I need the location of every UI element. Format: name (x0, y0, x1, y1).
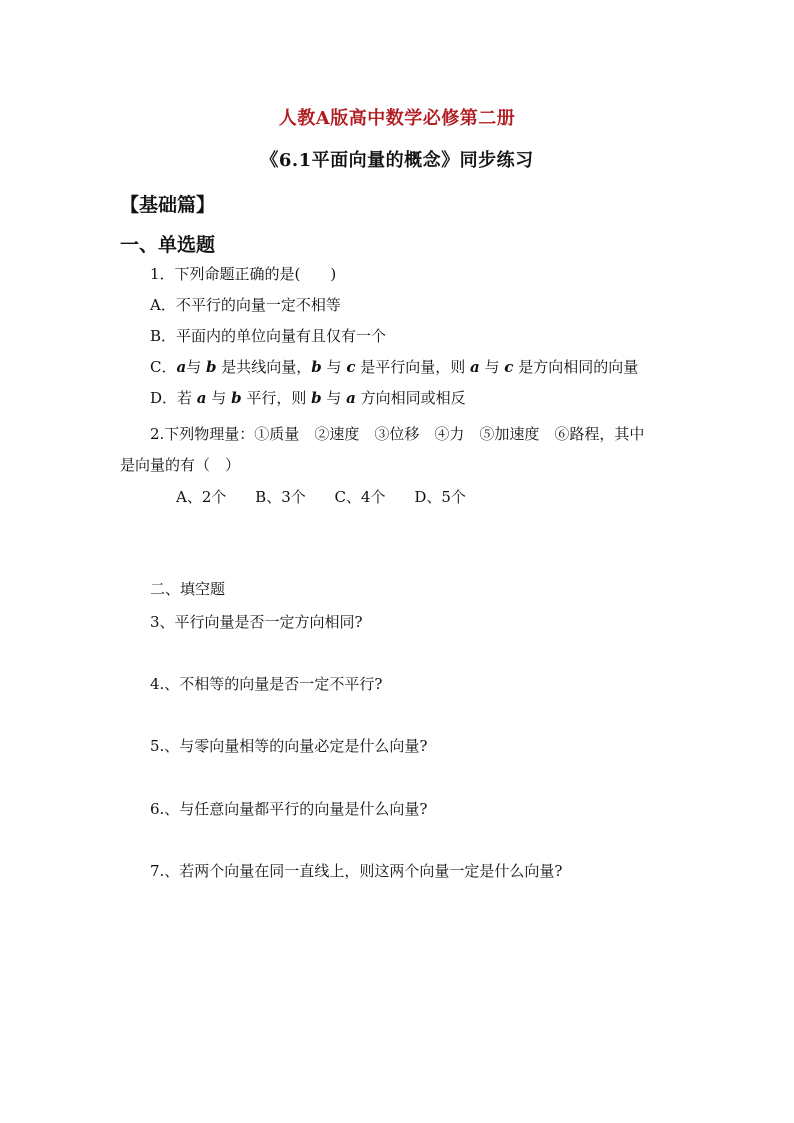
text-run: 平行，则 (241, 389, 312, 407)
vector-variable: b (311, 358, 322, 376)
vector-variable: b (311, 389, 322, 407)
question-1-option-b: B．平面内的单位向量有且仅有一个 (150, 327, 387, 345)
text-run: 是平行向量，则 (355, 358, 471, 376)
question-1-stem: 1．下列命题正确的是( ) (150, 265, 337, 283)
question-2-option-c: C、4个 (334, 488, 386, 506)
text-run: 方向相同或相反 (355, 389, 466, 407)
vector-variable: b (206, 358, 217, 376)
exercise-title: 《6.1平面向量的概念》同步练习 (260, 150, 534, 171)
text-run: 是方向相同的向量 (513, 358, 639, 376)
question-2-option-d: D、5个 (414, 488, 466, 506)
section-single-choice-heading: 一、单选题 (120, 234, 216, 256)
question-2-options (176, 486, 490, 507)
text-run: 与 (479, 358, 505, 376)
text-run: D．若 (150, 389, 197, 407)
text-run: 与 (321, 358, 347, 376)
text-run: 与 (186, 358, 206, 376)
text-run: 与 (206, 389, 232, 407)
vector-variable: b (231, 389, 242, 407)
vector-variable: a (346, 389, 356, 407)
vector-variable: a (470, 358, 480, 376)
question-7: 7.、若两个向量在同一直线上，则这两个向量一定是什么向量? (150, 862, 563, 880)
question-2-stem-line1: 2.下列物理量：①质量 ②速度 ③位移 ④力 ⑤加速度 ⑥路程，其中 (150, 425, 645, 443)
question-1-option-a: A．不平行的向量一定不相等 (150, 296, 341, 314)
vector-variable: c (346, 358, 356, 376)
vector-variable: a (196, 389, 207, 407)
question-5: 5.、与零向量相等的向量必定是什么向量? (150, 737, 428, 755)
question-6: 6.、与任意向量都平行的向量是什么向量? (150, 800, 428, 818)
section-basic-heading: 【基础篇】 (120, 194, 216, 216)
question-4: 4.、不相等的向量是否一定不平行? (150, 675, 383, 693)
question-2-stem-line2: 是向量的有（ ） (120, 456, 241, 474)
question-1-option-c (150, 357, 638, 377)
vector-variable: a (176, 358, 187, 376)
question-1-option-d (150, 388, 466, 408)
text-run: 与 (321, 389, 347, 407)
question-2-option-b: B、3个 (255, 488, 306, 506)
text-run: 是共线向量， (216, 358, 312, 376)
question-2-option-a: A、2个 (176, 488, 227, 506)
question-3: 3、平行向量是否一定方向相同? (150, 613, 363, 631)
textbook-title: 人教A版高中数学必修第二册 (278, 108, 516, 129)
vector-variable: c (504, 358, 514, 376)
section-fill-blank-heading: 二、填空题 (150, 580, 226, 598)
text-run: C． (150, 358, 177, 376)
